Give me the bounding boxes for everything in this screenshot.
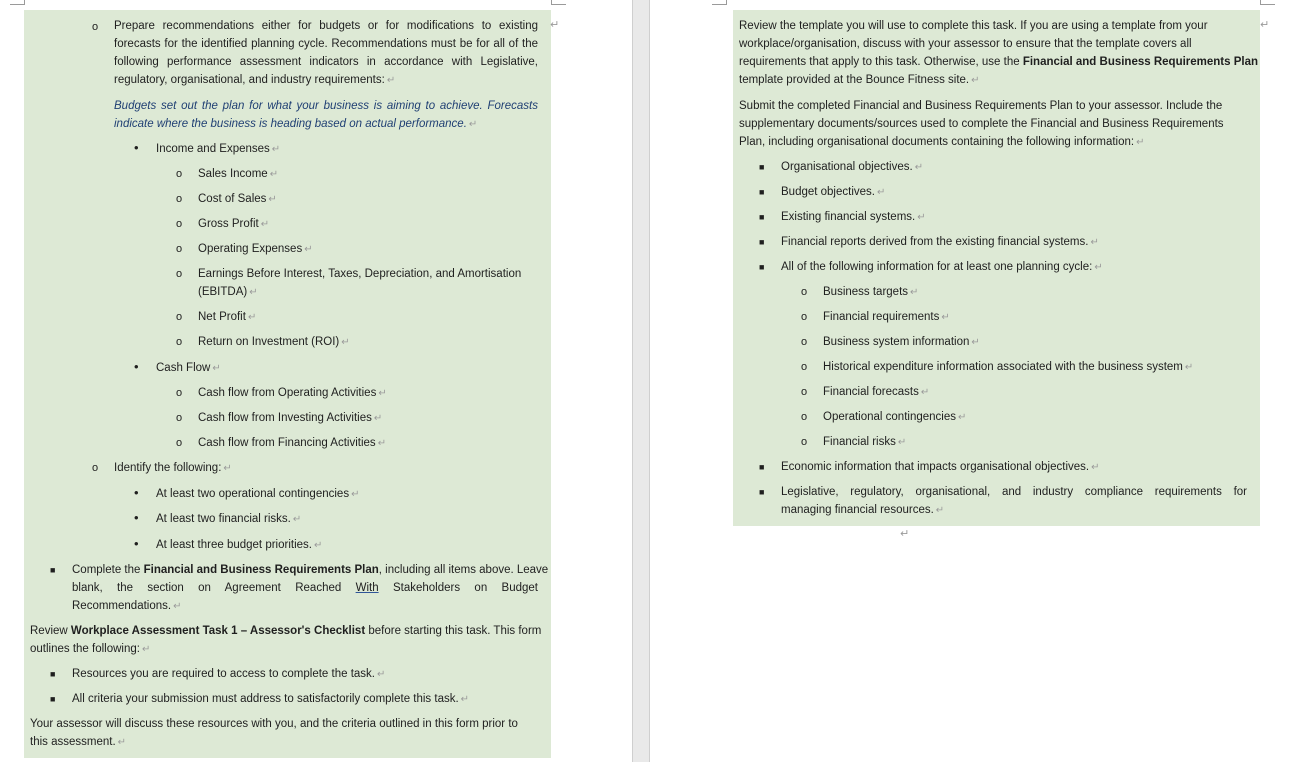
list-item[interactable]: Budget objectives. ↵ <box>781 186 886 198</box>
document-page-left <box>0 0 632 762</box>
list-item[interactable]: All criteria your submission must address to satisfactorily complete this task. ↵ <box>72 693 470 705</box>
list-marker-o: o <box>176 437 183 449</box>
list-marker-o: o <box>176 168 183 180</box>
list-item[interactable]: Return on Investment (ROI) ↵ <box>198 336 350 348</box>
list-item[interactable]: Resources you are required to access to complete the task. ↵ <box>72 668 386 680</box>
list-item[interactable]: At least two operational contingencies ↵ <box>156 488 360 500</box>
list-marker-o: o <box>801 386 808 398</box>
list-item[interactable]: Economic information that impacts organisational objectives. ↵ <box>781 461 1100 473</box>
submit-plan-paragraph[interactable]: Submit the completed Financial and Business Requirements Plan to your assessor. Include the supplementary documents/sources used to complete the Financial and Business Requirements Plan, including organisational documents containing the following information: ↵ <box>739 100 1224 148</box>
list-marker-square: ■ <box>759 212 765 222</box>
paragraph-mark: ↵ <box>550 19 560 31</box>
list-marker-square: ■ <box>759 237 765 247</box>
crop-mark <box>712 0 727 5</box>
crop-mark <box>1260 0 1275 5</box>
list-item-continuation[interactable]: (EBITDA) ↵ <box>198 286 258 298</box>
list-marker-square: ■ <box>759 262 765 272</box>
list-item[interactable]: Cash flow from Financing Activities ↵ <box>198 437 387 449</box>
list-marker-dot: • <box>134 510 139 525</box>
list-item[interactable]: Organisational objectives. ↵ <box>781 161 924 173</box>
list-item[interactable]: Earnings Before Interest, Taxes, Depreciation, and Amortisation <box>198 268 522 280</box>
list-marker-o: o <box>176 311 183 323</box>
list-marker-o: o <box>801 361 808 373</box>
list-marker-square: ■ <box>50 669 56 679</box>
list-marker-dot: • <box>134 485 139 500</box>
list-marker-square: ■ <box>759 462 765 472</box>
list-marker-square: ■ <box>759 162 765 172</box>
list-marker-o: o <box>176 243 183 255</box>
cash-flow-heading[interactable]: Cash Flow ↵ <box>156 362 221 374</box>
list-item[interactable]: Sales Income ↵ <box>198 168 279 180</box>
list-item[interactable]: Operational contingencies ↵ <box>823 411 967 423</box>
list-item[interactable]: Financial risks ↵ <box>823 436 907 448</box>
review-checklist-paragraph[interactable]: Review Workplace Assessment Task 1 – Assessor's Checklist before starting this task. This form outlines the following: ↵ <box>30 625 542 655</box>
list-item[interactable]: Historical expenditure information associated with the business system ↵ <box>823 361 1194 373</box>
list-marker-o: o <box>176 387 183 399</box>
list-marker-o: o <box>801 411 808 423</box>
paragraph-mark: ↵ <box>900 528 910 540</box>
list-marker-square: ■ <box>759 487 765 497</box>
list-item[interactable]: Cash flow from Operating Activities ↵ <box>198 387 387 399</box>
list-marker-o: o <box>801 311 808 323</box>
list-marker-o: o <box>176 193 183 205</box>
list-marker-dot: • <box>134 140 139 155</box>
list-marker-o: o <box>801 336 808 348</box>
recommendations-paragraph[interactable]: Prepare recommendations either for budgets or for modifications to existing forecasts for the identified planning cycle. Recommendations must be for all of the following performance assessment indicators in accordance with Legislative, regulatory, organisational, and industry requirements: ↵ <box>114 20 538 86</box>
list-item[interactable]: Business targets ↵ <box>823 286 919 298</box>
list-marker-square: ■ <box>50 565 56 575</box>
list-marker-square: ■ <box>759 187 765 197</box>
list-marker-o: o <box>92 21 99 33</box>
list-marker-o: o <box>92 462 99 474</box>
list-item[interactable]: At least three budget priorities. ↵ <box>156 539 323 551</box>
list-marker-square: ■ <box>50 694 56 704</box>
list-item[interactable]: Financial reports derived from the existing financial systems. ↵ <box>781 236 1099 248</box>
assessor-discussion-paragraph[interactable]: Your assessor will discuss these resources with you, and the criteria outlined in this form prior to this assessment. ↵ <box>30 718 518 748</box>
crop-mark <box>551 0 566 5</box>
legislative-item[interactable]: Legislative, regulatory, organisational, and industry compliance requirements for managing financial resources. ↵ <box>781 486 1247 516</box>
list-marker-o: o <box>176 412 183 424</box>
list-item[interactable]: Existing financial systems. ↵ <box>781 211 926 223</box>
list-marker-o: o <box>801 436 808 448</box>
complete-plan-paragraph[interactable]: Complete the Financial and Business Requirements Plan, including all items above. Leave blank, the section on Agreement Reached With Stakeholders on Budget Recommendations. ↵ <box>72 564 549 612</box>
list-marker-dot: • <box>134 536 139 551</box>
list-marker-o: o <box>176 268 183 280</box>
page-gutter <box>632 0 650 762</box>
list-marker-o: o <box>176 336 183 348</box>
paragraph-mark: ↵ <box>1260 19 1270 31</box>
list-item[interactable]: Financial forecasts ↵ <box>823 386 930 398</box>
list-item[interactable]: All of the following information for at least one planning cycle: ↵ <box>781 261 1103 273</box>
list-item[interactable]: Cash flow from Investing Activities ↵ <box>198 412 383 424</box>
list-item[interactable]: Cost of Sales ↵ <box>198 193 277 205</box>
crop-mark <box>10 0 25 5</box>
list-marker-o: o <box>801 286 808 298</box>
list-marker-dot: • <box>134 359 139 374</box>
list-item[interactable]: Financial requirements ↵ <box>823 311 950 323</box>
list-item[interactable]: Business system information ↵ <box>823 336 980 348</box>
list-item[interactable]: At least two financial risks. ↵ <box>156 513 302 525</box>
document-page-right <box>650 0 1290 762</box>
identify-heading[interactable]: Identify the following: ↵ <box>114 462 232 474</box>
list-item[interactable]: Operating Expenses ↵ <box>198 243 313 255</box>
list-item[interactable]: Gross Profit ↵ <box>198 218 270 230</box>
review-template-paragraph[interactable]: Review the template you will use to complete this task. If you are using a template from your workplace/organisation, discuss with your assessor to ensure that the template covers all requirements that apply to this task. Otherwise, use the Financial and Business Requirements Plan template provided at the Bounce Fitness site. ↵ <box>739 20 1259 86</box>
budget-forecast-note[interactable]: Budgets set out the plan for what your business is aiming to achieve. Forecasts indicate where the business is heading based on actual performance. ↵ <box>114 100 538 130</box>
income-expenses-heading[interactable]: Income and Expenses ↵ <box>156 143 281 155</box>
list-item[interactable]: Net Profit ↵ <box>198 311 257 323</box>
list-marker-o: o <box>176 218 183 230</box>
